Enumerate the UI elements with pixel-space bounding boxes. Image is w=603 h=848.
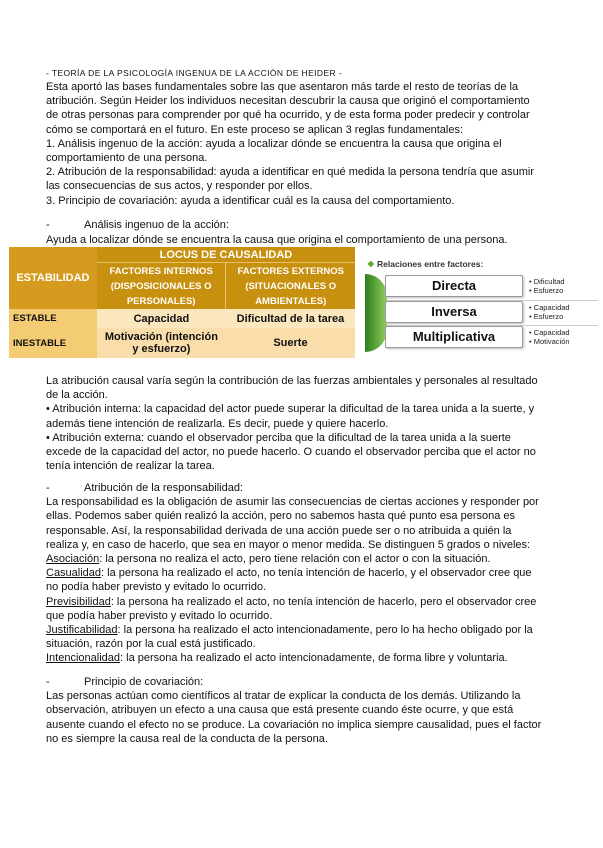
text-line: ellas. Podemos saber quién realizó la acción, pero no sabemos hasta qué punto esa persona es (46, 510, 516, 523)
text-line: excede de la capacidad del actor, no puede hacerlo. O cuando el observador perciba que el actor no (46, 446, 536, 459)
text-line: además tiene intención de realizarla. Es decir, puede y quiere hacerlo. (46, 417, 389, 430)
green-arc-decoration (365, 274, 387, 352)
relation-items (529, 328, 570, 346)
text-line: las consecuencias de sus actos, y responder por ellos. (46, 180, 313, 193)
level-previsibilidad (46, 595, 571, 609)
text-line: La atribución causal varía según la contribución de las fuerzas ambientales y personales al resultado (46, 375, 538, 387)
header-line: FACTORES INTERNOS (109, 265, 213, 277)
level-term: Intencionalidad (46, 652, 121, 665)
relation-item: • Esfuerzo (529, 312, 570, 321)
section-title: Atribución de la responsabilidad: (84, 482, 243, 494)
relation-item: • Capacidad (529, 303, 570, 312)
internal-factors-header (97, 263, 226, 310)
text-line: cómo se comportará en el futuro. En este proceso se aplican 3 reglas fundamentales: (46, 123, 464, 136)
header-line: FACTORES EXTERNOS (237, 265, 344, 277)
cell-line: Motivación (intención (104, 331, 218, 343)
header-line: (DISPOSICIONALES O (110, 280, 212, 292)
diamond-bullet-icon: ❖ (367, 259, 377, 269)
level-term: Justificabilidad (46, 624, 118, 637)
relations-diagram (365, 256, 600, 352)
text-line: • Atribución interna: la capacidad del actor puede superar la dificultad de la tarea unida a la suerte, y (46, 403, 535, 416)
level-text: : la persona ha realizado el acto intencionadamente, pero lo ha hecho obligado por la (117, 624, 533, 637)
section-heading-analysis (46, 218, 229, 232)
level-text: : la persona ha realizado el acto intencionadamente, de forma libre y voluntaria. (120, 652, 508, 665)
section-heading-responsibility (46, 481, 571, 495)
section-dash: - (46, 676, 50, 688)
external-factors-header (226, 263, 355, 310)
relation-item: • Capacidad (529, 328, 570, 337)
relation-label: Directa (385, 275, 523, 297)
section-dash: - (46, 482, 50, 494)
intro-paragraph (46, 80, 566, 208)
relation-items (529, 303, 570, 321)
relation-row (385, 275, 598, 297)
text-line: no es siempre la causa real de la conducta de la persona. (46, 732, 328, 745)
relation-item: • Motivación (529, 337, 570, 346)
relation-item: • Esfuerzo (529, 286, 565, 295)
level-continuation: que podía haber previsto y evitado lo ocurrido. (46, 609, 273, 622)
cell-luck: Suerte (226, 328, 355, 358)
text-line: Las personas actúan como científicos al tratar de explicar la conducta de los demás. Utilizando la (46, 690, 521, 703)
section-dash: - (46, 219, 50, 231)
header-line: PERSONALES) (126, 295, 196, 307)
cell-motivation (97, 328, 226, 358)
level-asociacion (46, 552, 571, 566)
level-text: : la persona no realiza el acto, pero tiene relación con el actor o con la situación. (99, 553, 491, 566)
text-line: • Atribución externa: cuando el observador perciba que la dificultad de la tarea unida a la suerte (46, 431, 511, 444)
section-description: Ayuda a localizar dónde se encuentra la causa que origina el comportamiento de una persona. (46, 234, 508, 246)
header-line: (SITUACIONALES O (245, 280, 337, 292)
cell-line: y esfuerzo) (132, 343, 191, 355)
unstable-row-label: INESTABLE (9, 328, 97, 358)
text-line: 2. Atribución de la responsabilidad: ayuda a identificar en qué medida la persona tendría que asumir (46, 166, 534, 179)
relation-row (385, 326, 598, 348)
attribution-paragraph (46, 374, 571, 473)
relations-title (367, 259, 483, 270)
text-line: responsable. Así, la responsabilidad derivada de una acción puede ser o no atribuida a quién la (46, 524, 512, 537)
text-line: comportamiento de una persona. (46, 152, 208, 165)
relation-label: Inversa (385, 301, 523, 323)
level-text: : la persona ha realizado el acto, no tenía intención de hacerlo, y el observador cree que (101, 567, 532, 580)
level-text: : la persona ha realizado el acto, no tenía intención de hacerlo, pero el observador cree (110, 595, 537, 608)
relation-row (385, 301, 598, 323)
covariation-section (46, 675, 571, 746)
level-justificabilidad (46, 623, 571, 637)
text-line: realiza y, en caso de hacerlo, que sea en mayor o menor medida. Se distinguen 5 grados o niveles: (46, 538, 531, 551)
text-line: 1. Análisis ingenuo de la acción: ayuda a localizar dónde se encuentra la causa que origina el (46, 137, 502, 150)
text-line: observación, atribuyen un efecto a una causa que está presente cuando éste ocurre, y que está (46, 704, 514, 717)
text-line: Esta aportó las bases fundamentales sobre las que asentaron más tarde el resto de teorías de la (46, 81, 519, 93)
level-continuation: situación, razón por la cual está justificado. (46, 638, 256, 651)
stable-row-label: ESTABLE (9, 309, 97, 328)
level-term: Previsibilidad (46, 595, 111, 608)
cell-difficulty: Dificultad de la tarea (226, 309, 355, 328)
stability-header: ESTABILIDAD (9, 247, 97, 309)
level-continuation: no podía haber previsto y evitado lo ocurrido. (46, 581, 267, 594)
level-term: Asociación (46, 553, 100, 566)
text-line: 3. Principio de covariación: ayuda a identificar cuál es la causa del comportamiento. (46, 194, 455, 207)
section-title: Principio de covariación: (84, 676, 204, 688)
locus-table (9, 247, 355, 358)
text-line: de otras personas para comprender por qué ha ocurrido, y de esta forma poder predecir y controlar (46, 109, 530, 122)
relations-title-text: Relaciones entre factores: (376, 259, 484, 269)
header-line: AMBIENTALES) (255, 295, 327, 307)
section-title: Análisis ingenuo de la acción: (84, 219, 229, 231)
cell-capacity: Capacidad (97, 309, 226, 328)
text-line: tenía intención de realizar la tarea. (46, 460, 215, 473)
text-line: ausente cuando el efecto no se produce. La covariación no implica siempre causalidad, pues el factor (46, 718, 542, 731)
level-intencionalidad (46, 651, 571, 665)
text-line: atribución. Según Heider los individuos necesitan descubrir la causa que originó el comportamiento (46, 95, 530, 108)
relation-label: Multiplicativa (385, 326, 523, 348)
responsibility-section (46, 481, 571, 666)
level-term: Casualidad (46, 567, 102, 580)
level-casualidad (46, 566, 571, 580)
text-line: de la acción. (46, 389, 108, 402)
document-title: - TEORÍA DE LA PSICOLOGÍA INGENUA DE LA ACCIÓN DE HEIDER - (46, 68, 343, 78)
locus-header: LOCUS DE CAUSALIDAD (97, 247, 355, 263)
relation-items (529, 277, 565, 295)
relation-item: • Dificultad (529, 277, 565, 286)
section-heading-covariation (46, 675, 571, 689)
text-line: La responsabilidad es la obligación de asumir las consecuencias de ciertas acciones y responder por (46, 496, 539, 509)
